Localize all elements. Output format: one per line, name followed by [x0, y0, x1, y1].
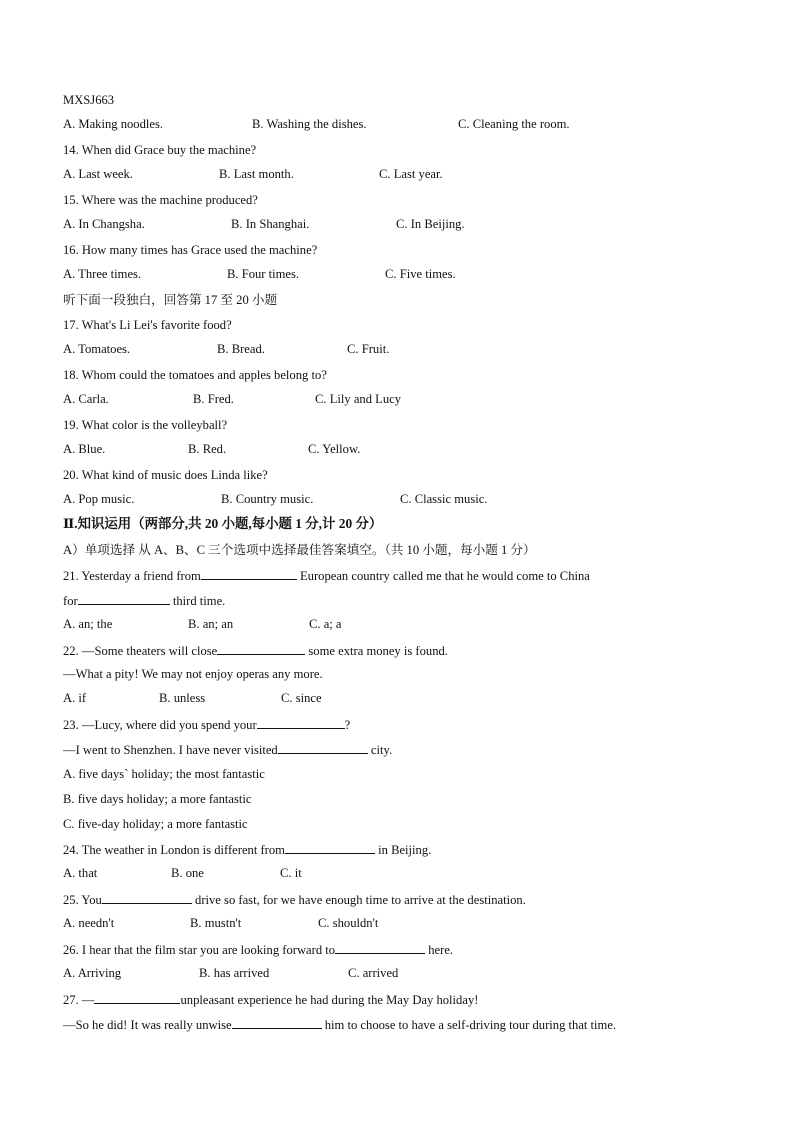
question-text: here. [428, 943, 454, 957]
question-text: for [63, 594, 78, 608]
option-b: B. Fred. [193, 392, 234, 406]
monologue-instruction: 听下面一段独白，回答第 17 至 20 小题 [63, 293, 278, 307]
question-21-line-2 [63, 592, 225, 609]
option-a: A. if [63, 691, 87, 705]
option-b: B. Bread. [217, 342, 265, 356]
option-c: C. since [281, 691, 322, 705]
question-16-stem: 16. How many times has Grace used the machine? [63, 243, 318, 257]
option-b: B. Four times. [227, 267, 300, 281]
option-a: A. needn't [63, 916, 115, 930]
question-15-stem: 15. Where was the machine produced? [63, 193, 258, 207]
option-a: A. that [63, 866, 98, 880]
option-b: B. unless [159, 691, 206, 705]
answer-blank [217, 642, 305, 655]
answer-blank [94, 991, 180, 1004]
answer-blank [257, 716, 345, 729]
question-26-line-1 [63, 941, 453, 958]
question-text: 27. — [63, 993, 95, 1007]
question-text: 24. The weather in London is different from [63, 843, 285, 857]
answer-blank [78, 592, 170, 605]
option-a: A. In Changsha. [63, 217, 145, 231]
option-b: B. Country music. [221, 492, 314, 506]
option-c: C. it [280, 866, 302, 880]
option-a: A. an; the [63, 617, 113, 631]
question-23-line-1 [63, 716, 350, 733]
answer-blank [232, 1016, 322, 1029]
part-a-instruction: A）单项选择 从 A、B、C 三个选项中选择最佳答案填空。（共 10 小题，每小题 1 分） [63, 543, 536, 557]
option-a: A. five days` holiday; the most fantastic [63, 767, 265, 781]
question-25-line-1 [63, 891, 526, 908]
option-c: C. Yellow. [308, 442, 361, 456]
option-b: B. mustn't [190, 916, 242, 930]
question-text: city. [370, 743, 393, 757]
question-20-stem: 20. What kind of music does Linda like? [63, 468, 268, 482]
question-text: European country called me that he would come to China [299, 569, 590, 583]
option-a: A. Making noodles. [63, 117, 164, 131]
option-a: A. Last week. [63, 167, 133, 181]
option-b: B. Last month. [219, 167, 294, 181]
option-a: A. Carla. [63, 392, 109, 406]
option-b: B. Washing the dishes. [252, 117, 367, 131]
option-c: C. Five times. [385, 267, 456, 281]
section-title: Ⅱ.知识运用（两部分,共 20 小题,每小题 1 分,计 20 分） [63, 516, 383, 531]
question-21-line-1 [63, 567, 590, 584]
question-text: —I went to Shenzhen. I have never visited [63, 743, 278, 757]
question-17-stem: 17. What's Li Lei's favorite food? [63, 318, 232, 332]
option-b: B. Red. [188, 442, 227, 456]
question-27-line-1 [63, 991, 478, 1008]
question-text: 23. —Lucy, where did you spend your [63, 718, 257, 732]
option-c: C. In Beijing. [396, 217, 465, 231]
option-b: B. five days holiday; a more fantastic [63, 792, 252, 806]
question-22-line-2: —What a pity! We may not enjoy operas any more. [63, 667, 323, 681]
question-18-stem: 18. Whom could the tomatoes and apples belong to? [63, 368, 327, 382]
question-text: third time. [172, 594, 226, 608]
document-code: MXSJ663 [63, 93, 115, 107]
question-text: in Beijing. [378, 843, 432, 857]
question-24-line-1 [63, 841, 431, 858]
option-c: C. Cleaning the room. [458, 117, 570, 131]
option-a: A. Pop music. [63, 492, 135, 506]
option-b: B. In Shanghai. [231, 217, 310, 231]
option-c: C. a; a [309, 617, 342, 631]
question-text: some extra money is found. [308, 644, 448, 658]
option-c: C. arrived [348, 966, 399, 980]
question-text: him to choose to have a self-driving tour during that time. [324, 1018, 617, 1032]
option-b: B. one [171, 866, 204, 880]
option-c: C. Last year. [379, 167, 443, 181]
answer-blank [285, 841, 375, 854]
answer-blank [278, 741, 368, 754]
question-text: 21. Yesterday a friend from [63, 569, 201, 583]
answer-blank [335, 941, 425, 954]
option-b: B. an; an [188, 617, 234, 631]
option-c: C. Classic music. [400, 492, 488, 506]
question-23-line-2 [63, 741, 392, 758]
question-text: 25. You [63, 893, 102, 907]
option-c: C. five-day holiday; a more fantastic [63, 817, 248, 831]
question-text: 22. —Some theaters will close [63, 644, 218, 658]
option-a: A. Three times. [63, 267, 142, 281]
question-text: drive so fast, for we have enough time to arrive at the destination. [195, 893, 526, 907]
question-22-line-1 [63, 642, 448, 659]
option-c: C. Lily and Lucy [315, 392, 402, 406]
question-text: ? [344, 718, 351, 732]
option-a: A. Blue. [63, 442, 106, 456]
option-a: A. Arriving [63, 966, 122, 980]
option-c: C. Fruit. [347, 342, 390, 356]
option-b: B. has arrived [199, 966, 270, 980]
question-27-line-2 [63, 1016, 616, 1033]
question-19-stem: 19. What color is the volleyball? [63, 418, 228, 432]
question-text: 26. I hear that the film star you are looking forward to [63, 943, 336, 957]
option-c: C. shouldn't [318, 916, 379, 930]
question-text: —So he did! It was really unwise [63, 1018, 232, 1032]
answer-blank [102, 891, 192, 904]
option-a: A. Tomatoes. [63, 342, 131, 356]
answer-blank [201, 567, 297, 580]
question-14-stem: 14. When did Grace buy the machine? [63, 143, 257, 157]
question-text: unpleasant experience he had during the May Day holiday! [180, 993, 479, 1007]
